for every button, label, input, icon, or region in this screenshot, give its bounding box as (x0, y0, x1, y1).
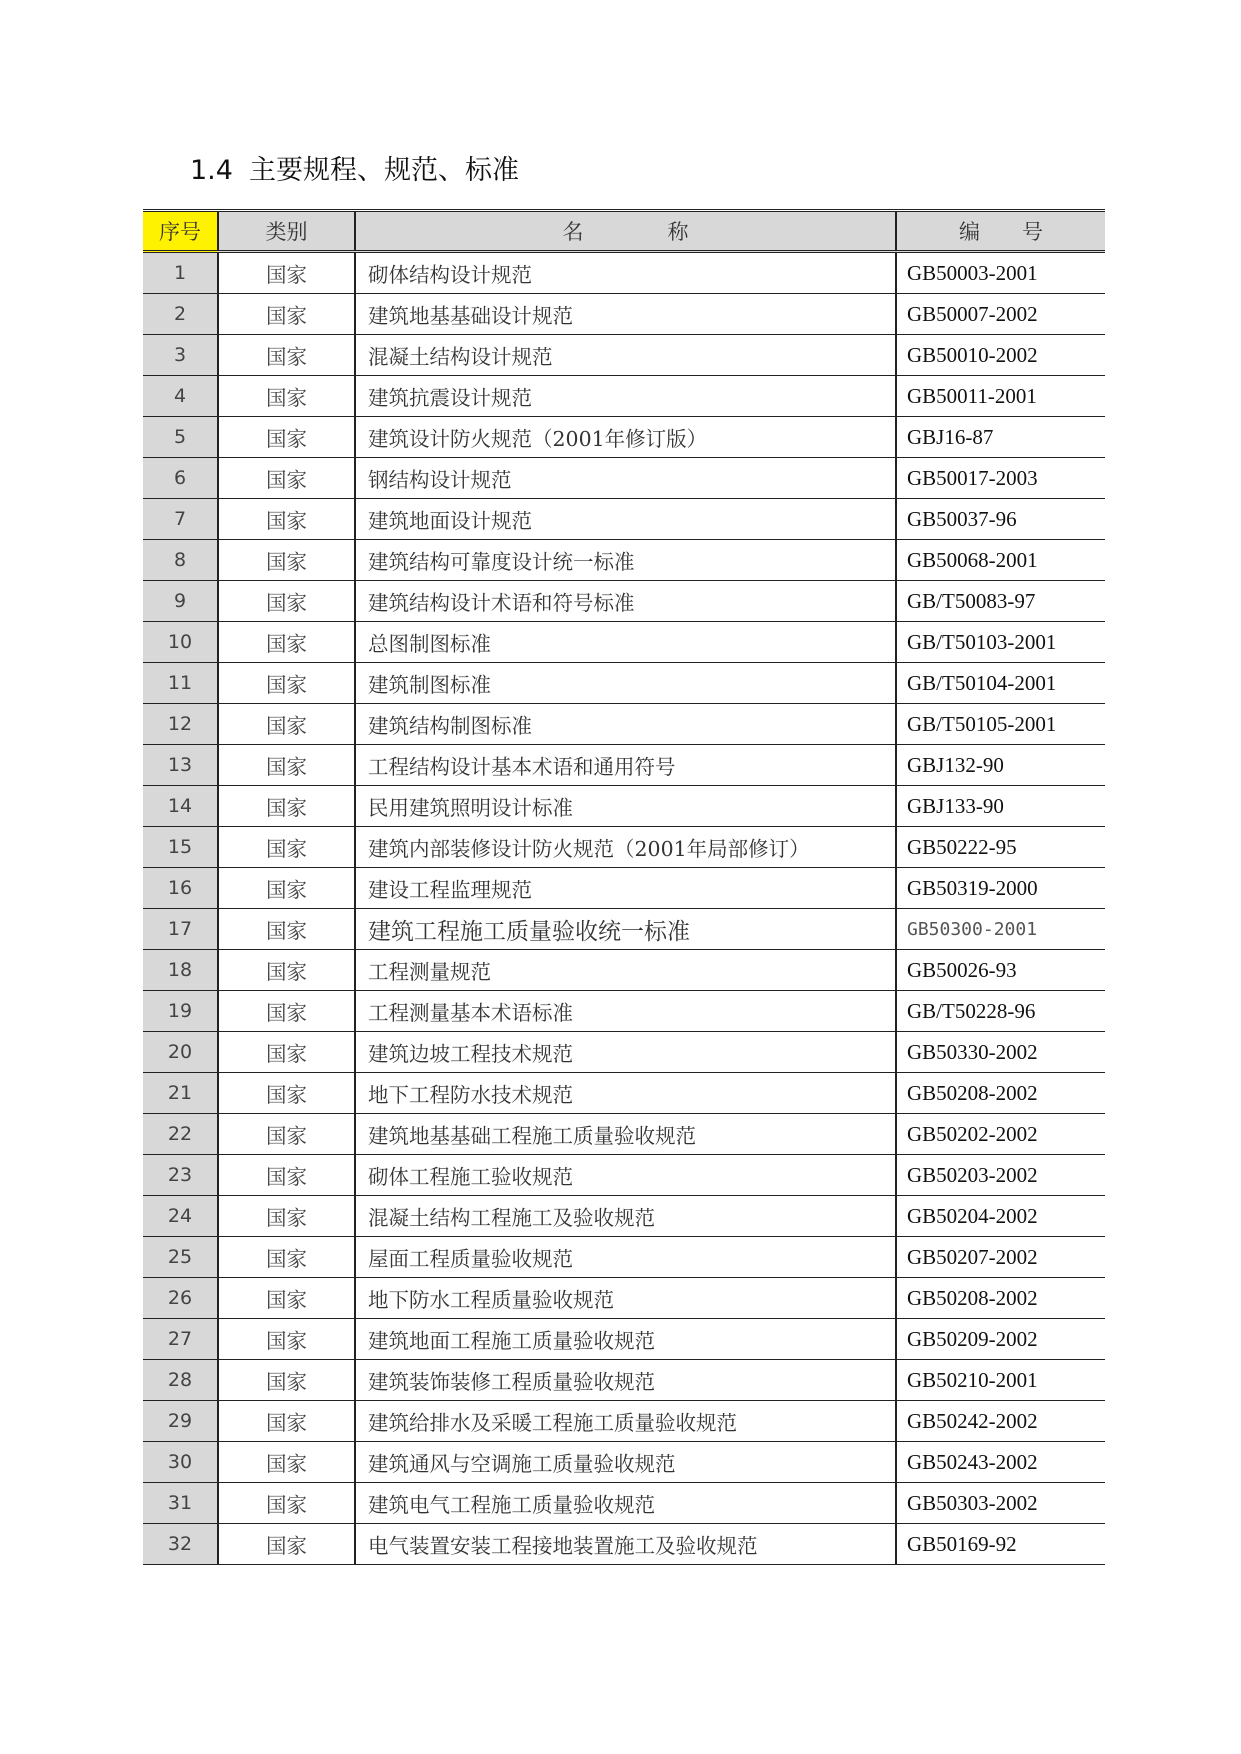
name-cell: 建筑地面设计规范 (355, 499, 896, 540)
code-cell: GBJ133-90 (896, 786, 1105, 827)
code-cell: GB50011-2001 (896, 376, 1105, 417)
category-cell: 国家 (218, 252, 355, 294)
code-cell: GB/T50104-2001 (896, 663, 1105, 704)
code-cell: GB50202-2002 (896, 1114, 1105, 1155)
category-cell: 国家 (218, 1196, 355, 1237)
category-cell: 国家 (218, 1319, 355, 1360)
table-row (143, 1401, 1105, 1442)
code-cell: GB50010-2002 (896, 335, 1105, 376)
category-cell: 国家 (218, 1073, 355, 1114)
category-cell: 国家 (218, 704, 355, 745)
code-cell: GB50208-2002 (896, 1278, 1105, 1319)
row-number-cell: 7 (143, 499, 218, 540)
name-cell: 工程测量基本术语标准 (355, 991, 896, 1032)
category-cell: 国家 (218, 745, 355, 786)
code-cell: GB50209-2002 (896, 1319, 1105, 1360)
category-cell: 国家 (218, 581, 355, 622)
code-cell: GBJ16-87 (896, 417, 1105, 458)
category-cell: 国家 (218, 1155, 355, 1196)
name-cell: 地下防水工程质量验收规范 (355, 1278, 896, 1319)
code-cell: GBJ132-90 (896, 745, 1105, 786)
row-number-cell: 28 (143, 1360, 218, 1401)
category-cell: 国家 (218, 827, 355, 868)
table-row (143, 1196, 1105, 1237)
table-row (143, 950, 1105, 991)
category-cell: 国家 (218, 1278, 355, 1319)
code-cell: GB50243-2002 (896, 1442, 1105, 1483)
code-cell: GB/T50105-2001 (896, 704, 1105, 745)
code-cell: GB50204-2002 (896, 1196, 1105, 1237)
name-cell: 建筑制图标准 (355, 663, 896, 704)
category-cell: 国家 (218, 991, 355, 1032)
name-cell: 混凝土结构设计规范 (355, 335, 896, 376)
category-cell: 国家 (218, 1032, 355, 1073)
code-cell: GB50222-95 (896, 827, 1105, 868)
category-cell: 国家 (218, 540, 355, 581)
code-cell: GB50007-2002 (896, 294, 1105, 335)
row-number-cell: 9 (143, 581, 218, 622)
code-cell: GB50169-92 (896, 1524, 1105, 1565)
category-cell: 国家 (218, 1401, 355, 1442)
category-cell: 国家 (218, 950, 355, 991)
table-row (143, 540, 1105, 581)
name-cell: 钢结构设计规范 (355, 458, 896, 499)
code-cell: GB/T50083-97 (896, 581, 1105, 622)
row-number-cell: 26 (143, 1278, 218, 1319)
table-header-row (143, 211, 1105, 252)
row-number-cell: 16 (143, 868, 218, 909)
table-row (143, 1032, 1105, 1073)
name-cell: 建筑地基基础设计规范 (355, 294, 896, 335)
row-number-cell: 29 (143, 1401, 218, 1442)
table-body (143, 252, 1105, 1565)
column-header-no: 序号 (143, 211, 218, 252)
table-row (143, 991, 1105, 1032)
row-number-cell: 19 (143, 991, 218, 1032)
category-cell: 国家 (218, 294, 355, 335)
row-number-cell: 2 (143, 294, 218, 335)
table-row (143, 827, 1105, 868)
code-cell: GB50319-2000 (896, 868, 1105, 909)
row-number-cell: 32 (143, 1524, 218, 1565)
row-number-cell: 15 (143, 827, 218, 868)
table-row (143, 663, 1105, 704)
code-cell: GB50300-2001 (896, 909, 1105, 950)
table-row (143, 417, 1105, 458)
table-row (143, 745, 1105, 786)
code-cell: GB50003-2001 (896, 252, 1105, 294)
category-cell: 国家 (218, 499, 355, 540)
category-cell: 国家 (218, 458, 355, 499)
row-number-cell: 31 (143, 1483, 218, 1524)
table-row (143, 376, 1105, 417)
row-number-cell: 10 (143, 622, 218, 663)
row-number-cell: 25 (143, 1237, 218, 1278)
category-cell: 国家 (218, 786, 355, 827)
category-cell: 国家 (218, 1114, 355, 1155)
section-title: 主要规程、规范、标准 (248, 155, 519, 186)
name-cell: 建筑抗震设计规范 (355, 376, 896, 417)
name-cell: 混凝土结构工程施工及验收规范 (355, 1196, 896, 1237)
row-number-cell: 20 (143, 1032, 218, 1073)
name-cell: 屋面工程质量验收规范 (355, 1237, 896, 1278)
code-cell: GB50330-2002 (896, 1032, 1105, 1073)
table-row (143, 786, 1105, 827)
category-cell: 国家 (218, 335, 355, 376)
code-cell: GB50037-96 (896, 499, 1105, 540)
row-number-cell: 11 (143, 663, 218, 704)
name-cell: 建筑给排水及采暖工程施工质量验收规范 (355, 1401, 896, 1442)
column-header-name: 名 称 (355, 211, 896, 252)
table-row (143, 499, 1105, 540)
name-cell: 砌体结构设计规范 (355, 252, 896, 294)
row-number-cell: 3 (143, 335, 218, 376)
standards-table (143, 209, 1105, 1565)
table-row (143, 252, 1105, 294)
table-row (143, 1319, 1105, 1360)
row-number-cell: 4 (143, 376, 218, 417)
category-cell: 国家 (218, 417, 355, 458)
row-number-cell: 23 (143, 1155, 218, 1196)
row-number-cell: 24 (143, 1196, 218, 1237)
table-row (143, 1360, 1105, 1401)
name-cell: 建筑装饰装修工程质量验收规范 (355, 1360, 896, 1401)
code-cell: GB50017-2003 (896, 458, 1105, 499)
row-number-cell: 6 (143, 458, 218, 499)
table-row (143, 581, 1105, 622)
category-cell: 国家 (218, 868, 355, 909)
name-cell: 民用建筑照明设计标准 (355, 786, 896, 827)
table-row (143, 868, 1105, 909)
name-cell: 建筑结构可靠度设计统一标准 (355, 540, 896, 581)
table-row (143, 1155, 1105, 1196)
table-row (143, 458, 1105, 499)
category-cell: 国家 (218, 1360, 355, 1401)
table-row (143, 1442, 1105, 1483)
row-number-cell: 12 (143, 704, 218, 745)
row-number-cell: 30 (143, 1442, 218, 1483)
name-cell: 地下工程防水技术规范 (355, 1073, 896, 1114)
name-cell: 建筑地基基础工程施工质量验收规范 (355, 1114, 896, 1155)
section-number: 1.4 (190, 155, 233, 186)
row-number-cell: 1 (143, 252, 218, 294)
name-cell: 建筑结构设计术语和符号标准 (355, 581, 896, 622)
table-row (143, 1524, 1105, 1565)
name-cell: 总图制图标准 (355, 622, 896, 663)
row-number-cell: 8 (143, 540, 218, 581)
category-cell: 国家 (218, 909, 355, 950)
category-cell: 国家 (218, 376, 355, 417)
category-cell: 国家 (218, 1483, 355, 1524)
name-cell: 电气装置安装工程接地装置施工及验收规范 (355, 1524, 896, 1565)
table-row (143, 909, 1105, 950)
table-row (143, 1114, 1105, 1155)
code-cell: GB50208-2002 (896, 1073, 1105, 1114)
row-number-cell: 13 (143, 745, 218, 786)
table-row (143, 1073, 1105, 1114)
table-row (143, 1278, 1105, 1319)
code-cell: GB/T50103-2001 (896, 622, 1105, 663)
row-number-cell: 14 (143, 786, 218, 827)
name-cell: 建设工程监理规范 (355, 868, 896, 909)
code-cell: GB50242-2002 (896, 1401, 1105, 1442)
code-cell: GB50210-2001 (896, 1360, 1105, 1401)
row-number-cell: 21 (143, 1073, 218, 1114)
category-cell: 国家 (218, 663, 355, 704)
row-number-cell: 18 (143, 950, 218, 991)
category-cell: 国家 (218, 1442, 355, 1483)
table-row (143, 704, 1105, 745)
code-cell: GB50207-2002 (896, 1237, 1105, 1278)
name-cell: 建筑内部装修设计防火规范（2001年局部修订） (355, 827, 896, 868)
code-cell: GB50303-2002 (896, 1483, 1105, 1524)
name-cell: 建筑通风与空调施工质量验收规范 (355, 1442, 896, 1483)
table-row (143, 1483, 1105, 1524)
name-cell: 工程测量规范 (355, 950, 896, 991)
name-cell: 建筑地面工程施工质量验收规范 (355, 1319, 896, 1360)
table-row (143, 1237, 1105, 1278)
column-header-category: 类别 (218, 211, 355, 252)
section-heading (190, 148, 519, 187)
table-row (143, 294, 1105, 335)
category-cell: 国家 (218, 622, 355, 663)
code-cell: GB50026-93 (896, 950, 1105, 991)
row-number-cell: 17 (143, 909, 218, 950)
row-number-cell: 27 (143, 1319, 218, 1360)
column-header-code: 编 号 (896, 211, 1105, 252)
row-number-cell: 22 (143, 1114, 218, 1155)
name-cell: 建筑结构制图标准 (355, 704, 896, 745)
row-number-cell: 5 (143, 417, 218, 458)
name-cell: 工程结构设计基本术语和通用符号 (355, 745, 896, 786)
table-row (143, 622, 1105, 663)
code-cell: GB/T50228-96 (896, 991, 1105, 1032)
name-cell: 建筑工程施工质量验收统一标准 (355, 909, 896, 950)
code-cell: GB50068-2001 (896, 540, 1105, 581)
category-cell: 国家 (218, 1524, 355, 1565)
category-cell: 国家 (218, 1237, 355, 1278)
table-row (143, 335, 1105, 376)
name-cell: 建筑电气工程施工质量验收规范 (355, 1483, 896, 1524)
name-cell: 建筑边坡工程技术规范 (355, 1032, 896, 1073)
name-cell: 建筑设计防火规范（2001年修订版） (355, 417, 896, 458)
code-cell: GB50203-2002 (896, 1155, 1105, 1196)
name-cell: 砌体工程施工验收规范 (355, 1155, 896, 1196)
